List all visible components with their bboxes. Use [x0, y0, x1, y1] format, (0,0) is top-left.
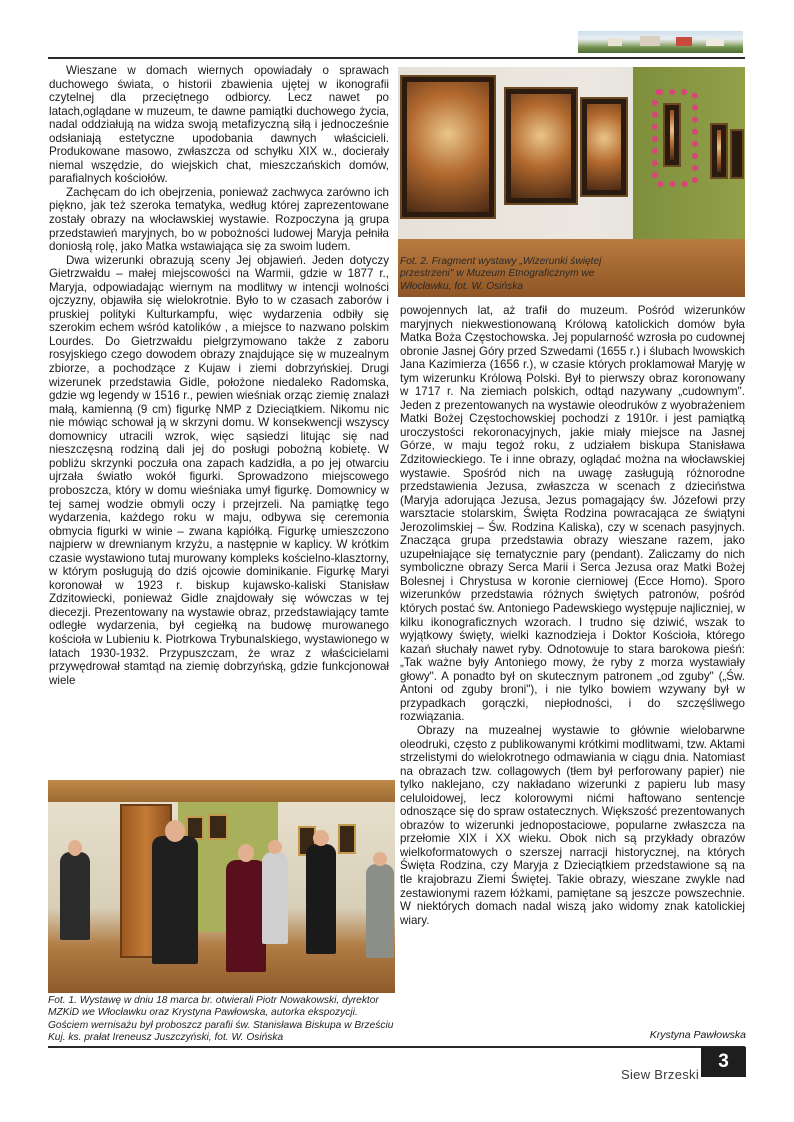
footer-rule — [48, 1046, 745, 1048]
publication-title: Siew Brzeski — [621, 1067, 700, 1082]
photo-caption-top: Fot. 2. Fragment wystawy „Wizerunki świętej przestrzeni" w Muzeum Etnograficznym we Włocławku, fot. W. Osińska — [400, 256, 602, 292]
article-column-left — [49, 64, 389, 687]
paragraph: Zachęcam do ich obejrzenia, ponieważ zachwyca zarówno ich piękno, jak też szeroka tematyka, według której zaprezentowane zostały obrazy na włocławskiej wystawie. Rozpoczyna ją grupa przedstawień maryjnych, bo w pobożności ludowej Maryja pełniła doniosłą rolę, jako Matka wstawiająca się za swoim ludem. — [49, 185, 389, 254]
author-signature: Krystyna Pawłowska — [649, 1029, 746, 1041]
header-rule — [48, 57, 745, 59]
paragraph: Obrazy na muzealnej wystawie to głównie wielobarwne oleodruki, często z publikowanymi krótkimi modlitwami, tzw. Aktami strzelistymi do wielokrotnego odmawiania w ciągu dnia. Natomiast na obrazach tzw. collagowych (tłem był perforowany papier) nie tylko naklejano, czy nakładano wizerunki z papieru lub masy celuloidowej, lecz kolorowymi nićmi haftowano sentencje odnoszące się do spraw ostatecznych. Większość prezentowanych obrazów to wizerunki jednopostaciowe, popularne zwłaszcza na przełomie XIX i XX wieku. Obok nich są przykłady obrazów wielkoformatowych o szerszej narracji historycznej, na których Święta Rodzina, czy Maryja z Dzieciątkiem przedstawione są na tle krajobrazu Ziemi Świętej. Takie obrazy, wieszane zwykle nad zestawionymi razem łóżkami, pamiętane są jeszcze powszechnie. W niektórych domach nadal wiszą jako widomy znak katolickiej wiary. — [400, 723, 745, 927]
page-number: 3 — [701, 1047, 746, 1077]
article-column-right — [400, 304, 745, 927]
paragraph: powojennych lat, aż trafił do muzeum. Pośród wizerunków maryjnych niekwestionowaną Królową katolickich domów była Matka Boża Częstochowska. Jej popularność wzrosła po cudownej obronie Jasnej Góry przed Szwedami (1655 r.) i ślubach lwowskich Jana Kazimierza (1656 r.), w czasie których proklamował Maryję w tym wizerunku Królową Polski. Był to pierwszy obraz koronowany w 1717 r. Na ziemiach polskich, odtąd nazywany „cudownym". Jeden z prezentowanych na wystawie oleodruków z wyobrażeniem Matki Bożej Częstochowskiej pochodzi z 1910r. i jest pamiątką uroczystości rekoronacyjnych, jakie miały miejsce na Jasnej Górze, w maju tegoż roku, z udziałem biskupa Stanisława Zdzitowieckiego. Te i inne obrazy, oglądać można na włocławskiej wystawie. Spośród nich na uwagę zasługują różnorodne przedstawienia Jezusa, zwłaszcza w scenach z dzieciństwa (Maryja adorująca Jezusa, Jezus pomagający św. Józefowi przy warsztacie stolarskim, Święta Rodzina powracająca ze świątyni Jerozolimskiej – Św. Rodzina Kaliska), czy w scenach pasyjnych. Znacząca grupa przedstawia obrazy wieszane razem, jako uzupełniające się tematycznie pary (pendant). Zaliczamy do nich symboliczne obrazy Serca Marii i Serca Jezusa oraz Matki Bożej Bolesnej i Chrystusa w koronie cierniowej (Ecce Homo). Sporo wizerunków przedstawia różnych świętych patronów, pośród których postać św. Antoniego Padewskiego występuje najliczniej, w kilku ikonograficznych wzorach. I trudno się dziwić, wszak to wyjątkowy święty, wielki kaznodzieja i Doktor Kościoła, którego kazań słuchały nawet ryby. Odnotowuje to stara barokowa pieśń: „Tak ważne były Antoniego mowy, że ryby z morza wystawiały głowy". A ponadto był on skutecznym patronem „od zguby" („Św. Antoni od zguby broni"), i nie tylko bowiem wzywany był w przypadkach gorączki, niepłodności, i do szczęśliwego rozwiązania. — [400, 304, 745, 724]
photo-caption-bottom: Fot. 1. Wystawę w dniu 18 marca br. otwierali Piotr Nowakowski, dyrektor MZKiD we Włocławku oraz Krystyna Pawłowska, autorka ekspozycji. Gościem wernisażu był proboszcz parafii św. Stanisława Biskupa w Brześciu Kuj. ks. prałat Ireneusz Juszczyński, fot. W. Osińska — [48, 995, 394, 1044]
vernissage-photo — [48, 780, 395, 993]
paragraph: Dwa wizerunki obrazują sceny Jej objawień. Jeden dotyczy Gietrzwałdu – małej miejscowości na Warmii, gdzie w 1877 r., Maryja, odpowiadając wiernym na modlitwy w intencji wolności ojczyzny, objawiła się wielokrotnie. Było to w czasach zaborów i pruskiej polityki Kulturkampfu, więc wydarzenia odbiły się szerokim echem wśród katolików , a miejsce to nazwano polskim Lourdes. Do Gietrzwałdu pielgrzymowano także z zaboru rosyjskiego czego dowodem obrazy znajdujące się w muzealnym zbiorze, a pochodzące z Kujaw i ziemi dobrzyńskiej. Drugi wizerunek przedstawia Gidle, położone niedaleko Radomska, gdzie wg legendy w 1516 r., pewien wieśniak orząc ziemię znalazł małą, kamienną (9 cm) figurkę NMP z Dzieciątkiem. Nikomu nic nie mówiąc schował ją w skrzyni domu. W konsekwencji wszyscy domownicy utracili wzrok, więc sąsiedzi litując się nad nieszczęsną rodziną dali jej do posługi pobożną kobietę. W pobliżu skrzynki poczuła ona zapach kadzidła, a po jej otwarciu ujrzała światło wokół figurki. Sprowadzono miejscowego proboszcza, który w domu wieśniaka umył figurkę. Domownicy w tej samej wodzie obmyli oczy i przejrzeli. Na pamiątkę tego wydarzenia, każdego roku w maju, odbywa się ceremonia obmycia figurki w winie – zwana kąpiółką. Figurkę umieszczono najpierw w drewnianym krzyżu, a następnie w kaplicy. W krótkim czasie wystawiono tutaj murowany kompleks kościelno-klasztorny, w którym posługują do dziś ojcowie dominikanie. Figurkę Maryi koronował w 1923 r. biskup kujawsko-kaliski Stanisław Zdzitowiecki, ponieważ Gidle znajdowały się wówczas w tej diecezji. Prezentowany na wystawie obraz, przedstawiający tamte odległe wydarzenia, był cegiełką na budowę murowanego kościoła w Lubieniu k. Piotrkowa Trybunalskiego, wystawionego w latach 1930-1932. Przypuszczam, że wraz z właścicielami przywędrował stamtąd na ziemię dobrzyńską, gdzie funkcjonował wiele — [49, 253, 389, 687]
header-landscape-photo — [578, 31, 743, 53]
paragraph: Wieszane w domach wiernych opowiadały o sprawach duchowego świata, o historii zbawienia ujętej w ikonografii czytelnej dla przeciętnego odbiorcy. Lecz nawet po latach,oglądane w muzeum, te dawne pamiątki duchowego życia, nadal oddziałują na widza swoją metafizyczną siłą i jednocześnie odsłaniają estetyczne upodobania dawnych właścicieli. Produkowane masowo, zwłaszcza od schyłku XIX w., docierały niemal wszędzie, do wiejskich chat, mieszczańskich domów, parafialnych kościołów. — [49, 64, 389, 186]
